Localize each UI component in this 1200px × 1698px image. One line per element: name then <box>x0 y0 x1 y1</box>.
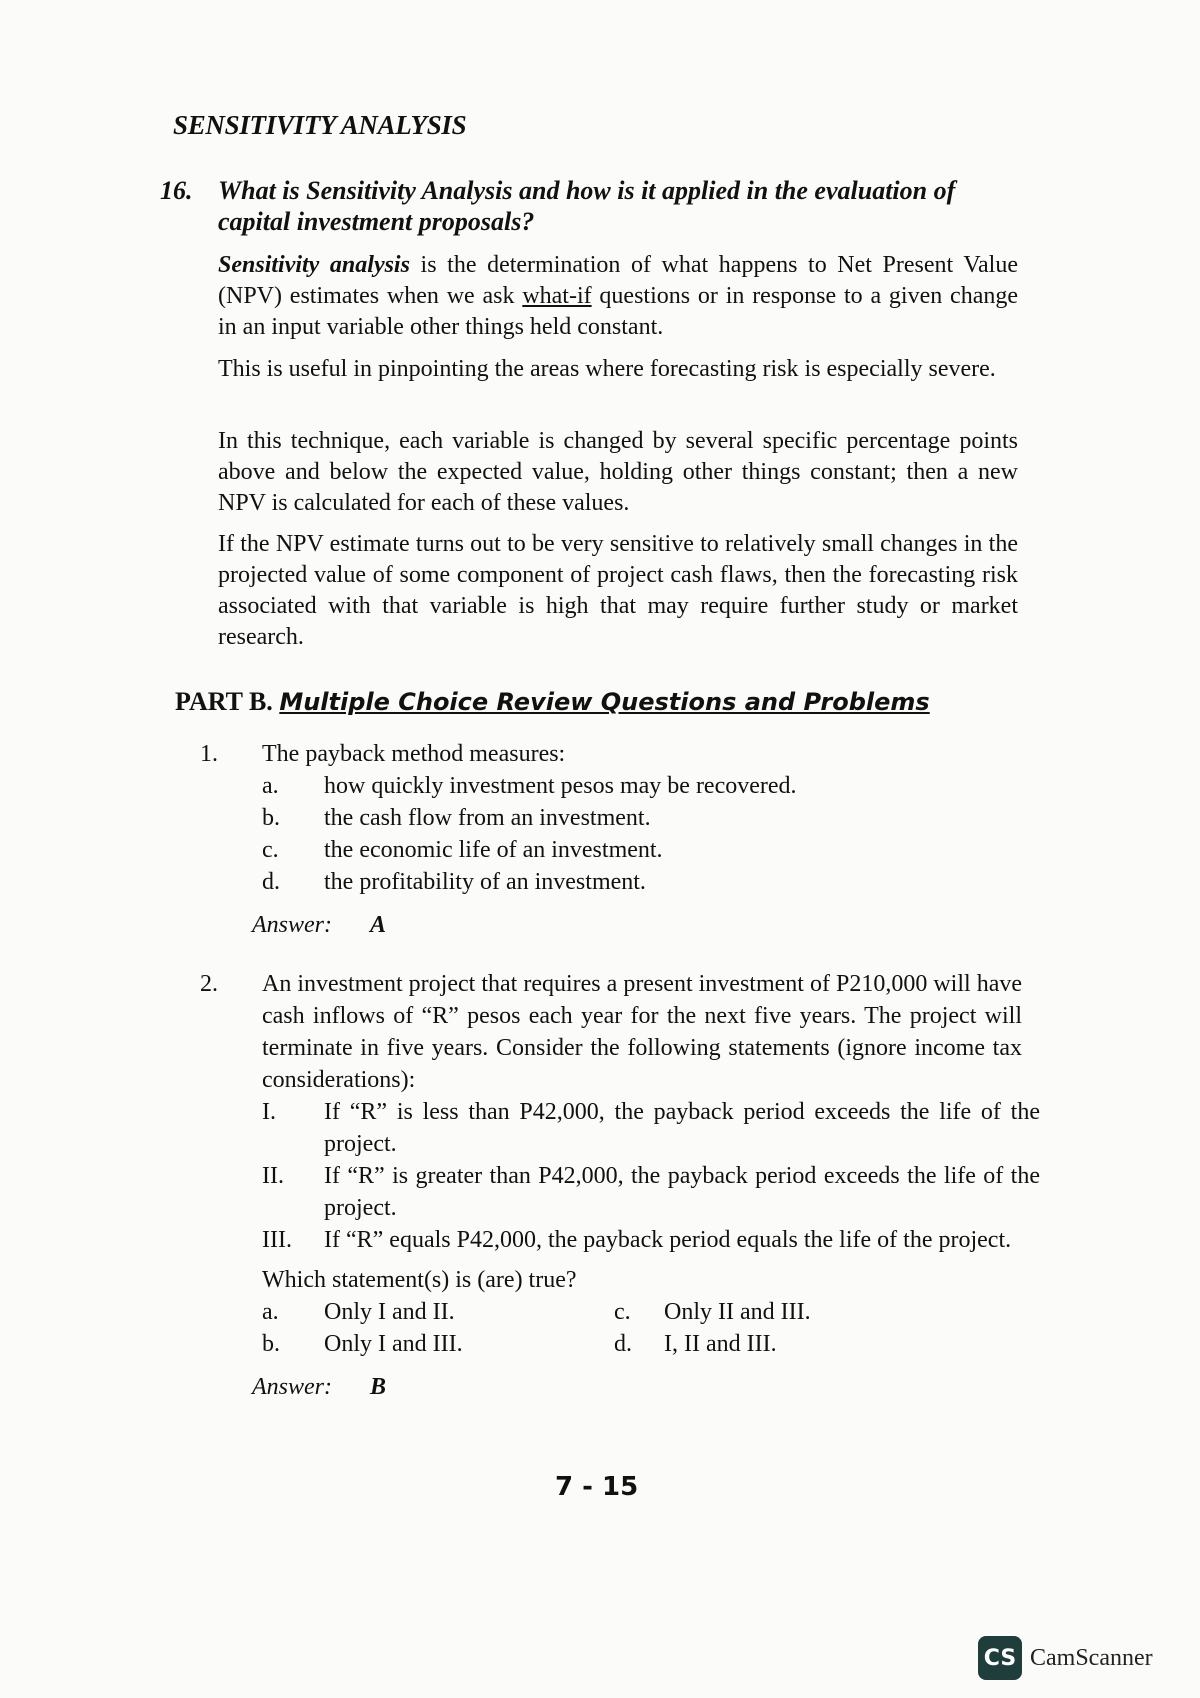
camscanner-watermark <box>978 1636 1153 1680</box>
statement-numeral: I. <box>262 1099 276 1125</box>
statement-text: If “R” is less than P42,000, the payback period exceeds the life of the project. <box>324 1099 1040 1157</box>
answer-line <box>252 1374 1040 1401</box>
page-number: 7 - 15 <box>555 1472 639 1502</box>
definition-text-b: questions or in response to a given change in an input variable other things held constant. <box>218 283 1018 340</box>
option-letter: b. <box>262 1331 280 1357</box>
statement-item <box>262 1096 1040 1160</box>
question-1 <box>200 738 1040 939</box>
option-text: the profitability of an investment. <box>324 869 646 895</box>
option-list <box>262 770 1040 898</box>
part-b-heading <box>175 687 930 717</box>
option-text: the cash flow from an investment. <box>324 805 651 831</box>
question-16-number: 16. <box>160 176 193 205</box>
statement-item <box>262 1160 1040 1224</box>
statement-list <box>262 1096 1040 1256</box>
question-2 <box>200 968 1040 1401</box>
term-sensitivity-analysis: Sensitivity analysis <box>218 252 410 278</box>
part-b-label: PART B. <box>175 687 280 716</box>
statement-text: If “R” is greater than P42,000, the payback period exceeds the life of the project. <box>324 1163 1040 1221</box>
option-text: Only I and III. <box>324 1331 463 1357</box>
answer-line <box>252 912 1040 939</box>
option-text: how quickly investment pesos may be recovered. <box>324 773 797 799</box>
statement-numeral: III. <box>262 1227 292 1253</box>
option-item <box>262 866 1040 898</box>
question-prompt: Which statement(s) is (are) true? <box>262 1267 577 1293</box>
question-16 <box>160 175 1000 237</box>
answer-label: Answer: <box>252 1374 332 1400</box>
statement-numeral: II. <box>262 1163 284 1189</box>
option-text: Only II and III. <box>664 1299 811 1325</box>
camscanner-name: CamScanner <box>1030 1644 1153 1671</box>
camscanner-logo-icon: CS <box>978 1636 1022 1680</box>
option-text: Only I and II. <box>324 1299 455 1325</box>
option-letter: a. <box>262 773 279 799</box>
option-text: the economic life of an investment. <box>324 837 663 863</box>
question-number: 2. <box>200 971 218 997</box>
answer-label: Answer: <box>252 912 332 938</box>
option-letter: d. <box>614 1331 632 1357</box>
question-16-text: What is Sensitivity Analysis and how is it applied in the evaluation of capital investment proposals? <box>218 176 956 236</box>
paragraph-technique: In this technique, each variable is changed by several specific percentage points above and below the expected value, holding other things constant; then a new NPV is calculated for each of these values. <box>218 428 1018 516</box>
what-if-term: what-if <box>522 283 592 309</box>
question-stem: An investment project that requires a present investment of P210,000 will have cash inflows of “R” pesos each year for the next five years. The project will terminate in five years. Consider the following statements (ignore income tax considerations): <box>262 971 1022 1093</box>
statement-item <box>262 1224 1040 1256</box>
option-text: I, II and III. <box>664 1331 777 1357</box>
option-letter: c. <box>262 837 279 863</box>
part-b-subtitle: Multiple Choice Review Questions and Problems <box>279 688 930 716</box>
question-stem: The payback method measures: <box>262 741 566 767</box>
paragraph-risk: If the NPV estimate turns out to be very sensitive to relatively small changes in the projected value of some component of project cash flaws, then the forecasting risk associated with that variable is high that may require further study or market research. <box>218 531 1018 650</box>
paragraph-definition <box>218 250 1018 343</box>
option-letter: d. <box>262 869 280 895</box>
option-item <box>262 802 1040 834</box>
answer-value: A <box>370 912 387 938</box>
section-title: SENSITIVITY ANALYSIS <box>173 110 467 140</box>
option-letter: c. <box>614 1299 631 1325</box>
answer-value: B <box>370 1374 387 1400</box>
statement-text: If “R” equals P42,000, the payback period equals the life of the project. <box>324 1227 1012 1253</box>
option-item <box>262 834 1040 866</box>
question-number: 1. <box>200 741 218 767</box>
option-letter: a. <box>262 1299 279 1325</box>
option-item <box>262 770 1040 802</box>
option-grid <box>262 1296 1040 1360</box>
paragraph-usefulness: This is useful in pinpointing the areas where forecasting risk is especially severe. <box>218 356 996 382</box>
definition-text-a: is the determination of what happens to Net Present Value (NPV) estimates when we ask <box>218 252 1018 309</box>
option-letter: b. <box>262 805 280 831</box>
